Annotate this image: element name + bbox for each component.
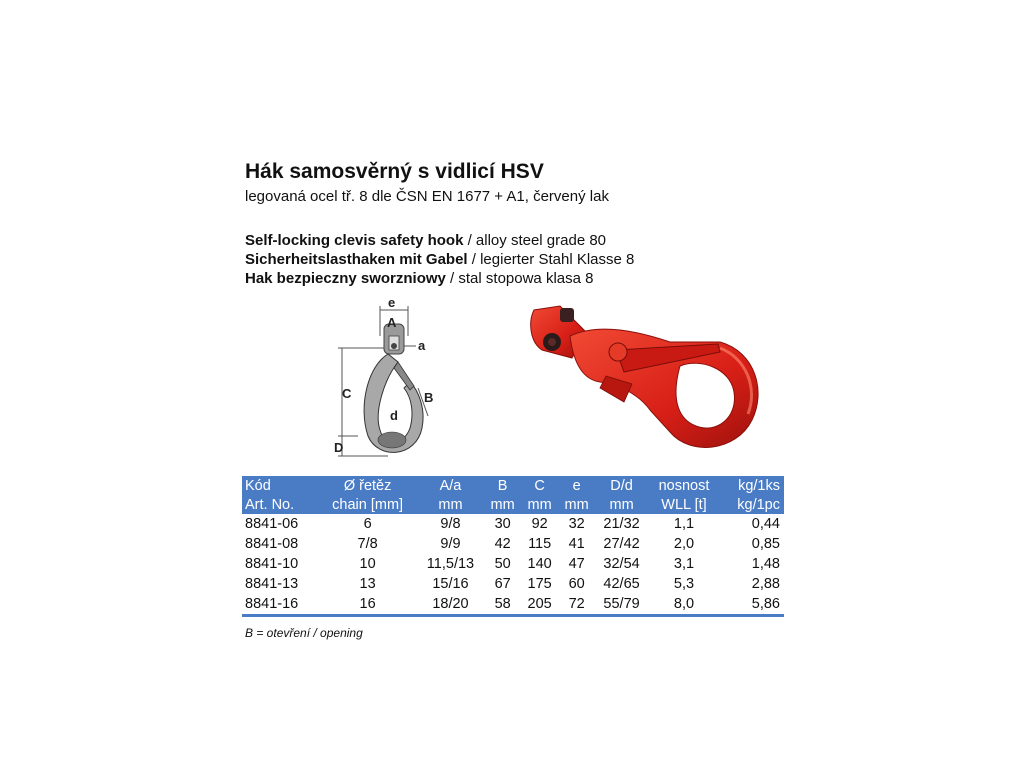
footnote: B = otevření / opening (245, 626, 363, 640)
cell-b: 67 (494, 576, 511, 592)
cell-c: 140 (527, 556, 552, 572)
cell-b: 58 (484, 594, 521, 616)
header-code: Kód (242, 476, 318, 495)
cell-b: 50 (494, 556, 511, 572)
cell-wll: 1,1 (673, 516, 695, 532)
diagram-label-d: d (390, 408, 398, 423)
description-en-spec: / alloy steel grade 80 (463, 232, 607, 249)
cell-code: 8841-16 (242, 594, 318, 616)
header-weight-unit: kg/1pc (720, 495, 784, 514)
cell-wll: 8,0 (648, 594, 720, 616)
header-d: D/d (595, 476, 648, 495)
diagram-label-a: a (418, 338, 426, 353)
cell-d: 21/32 (603, 516, 640, 532)
cell-a: 18/20 (417, 594, 484, 616)
header-wll-unit: WLL [t] (648, 495, 720, 514)
cell-c: 205 (521, 594, 558, 616)
header-e-unit: mm (558, 495, 595, 514)
cell-a: 15/16 (432, 576, 469, 592)
diagram-label-A: A (387, 315, 397, 330)
header-b-unit: mm (484, 495, 521, 514)
specification-table (242, 476, 784, 617)
cell-weight: 0,44 (751, 516, 780, 532)
cell-e: 47 (568, 556, 585, 572)
description-de-spec: / legierter Stahl Klasse 8 (467, 251, 635, 268)
cell-weight: 0,85 (751, 536, 780, 552)
cell-chain: 10 (359, 556, 376, 572)
table-row (242, 594, 784, 616)
table-row (242, 574, 784, 594)
cell-wll: 3,1 (673, 556, 695, 572)
cell-weight: 2,88 (751, 576, 780, 592)
cell-a: 9/8 (440, 516, 461, 532)
diagram-label-e: e (388, 296, 396, 310)
description-pl-spec: / stal stopowa klasa 8 (445, 270, 594, 287)
table-row (242, 534, 784, 554)
header-a-unit: mm (417, 495, 484, 514)
header-chain: Ø řetěz (318, 476, 416, 495)
header-c-unit: mm (521, 495, 558, 514)
cell-e: 32 (568, 516, 585, 532)
cell-chain: 7/8 (357, 536, 378, 552)
hook-dimension-diagram (328, 296, 448, 466)
header-wll: nosnost (648, 476, 720, 495)
description-de (245, 251, 634, 268)
cell-code: 8841-10 (245, 556, 299, 572)
cell-chain: 16 (318, 594, 416, 616)
header-chain-unit: chain [mm] (318, 495, 416, 514)
diagram-label-D: D (334, 440, 344, 455)
diagram-label-C: C (342, 386, 352, 401)
cell-d: 27/42 (603, 536, 640, 552)
cell-c: 92 (531, 516, 548, 532)
description-pl-name: Hak bezpieczny sworzniowy (245, 270, 446, 287)
diagram-label-B: B (424, 390, 434, 405)
cell-d: 55/79 (595, 594, 648, 616)
cell-b: 42 (494, 536, 511, 552)
cell-chain: 13 (359, 576, 376, 592)
table-row (242, 554, 784, 574)
product-title: Hák samosvěrný s vidlicí HSV (245, 160, 544, 183)
header-code-unit: Art. No. (242, 495, 318, 514)
cell-wll: 5,3 (673, 576, 695, 592)
header-a: A/a (417, 476, 484, 495)
cell-a: 11,5/13 (426, 556, 475, 572)
cell-wll: 2,0 (673, 536, 695, 552)
header-weight: kg/1ks (720, 476, 784, 495)
cell-weight: 1,48 (751, 556, 780, 572)
description-pl (245, 270, 593, 287)
cell-a: 9/9 (440, 536, 461, 552)
table-header-row (242, 495, 784, 514)
cell-c: 115 (528, 536, 552, 552)
cell-d: 32/54 (603, 556, 640, 572)
cell-e: 41 (568, 536, 585, 552)
cell-d: 42/65 (603, 576, 640, 592)
cell-chain: 6 (363, 516, 372, 532)
description-en (245, 232, 606, 249)
description-de-name: Sicherheitslasthaken mit Gabel (245, 251, 468, 268)
description-en-name: Self-locking clevis safety hook (245, 232, 464, 249)
header-b: B (484, 476, 521, 495)
table-row (242, 514, 784, 534)
cell-weight: 5,86 (720, 594, 784, 616)
cell-b: 30 (494, 516, 511, 532)
cell-code: 8841-08 (245, 536, 299, 552)
header-e: e (558, 476, 595, 495)
table-header-row (242, 476, 784, 495)
cell-e: 60 (568, 576, 585, 592)
header-d-unit: mm (595, 495, 648, 514)
cell-c: 175 (527, 576, 552, 592)
header-c: C (521, 476, 558, 495)
cell-code: 8841-13 (245, 576, 299, 592)
hook-product-photo (520, 292, 770, 462)
product-subtitle: legovaná ocel tř. 8 dle ČSN EN 1677 + A1, červený lak (245, 188, 609, 205)
cell-code: 8841-06 (245, 516, 299, 532)
cell-e: 72 (558, 594, 595, 616)
